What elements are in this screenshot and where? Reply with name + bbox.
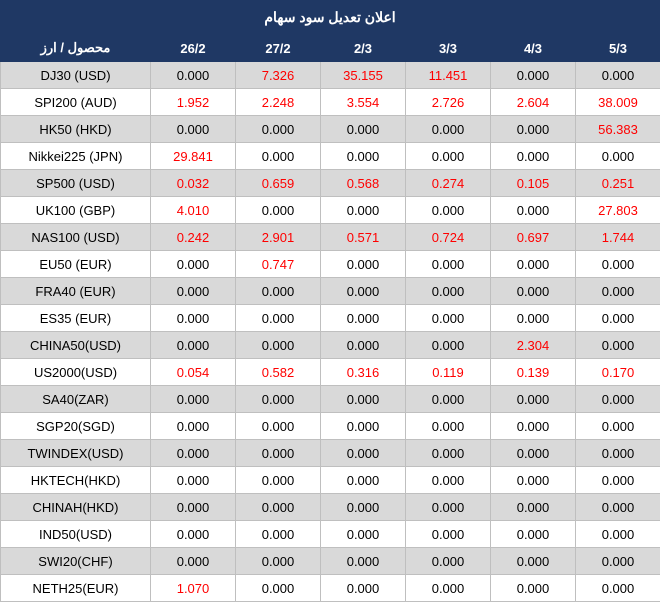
cell-value: 0.000 (236, 521, 321, 548)
row-label: SA40(ZAR) (1, 386, 151, 413)
cell-value: 0.000 (406, 413, 491, 440)
column-header-date-3: 2/3 (321, 35, 406, 62)
cell-value: 0.000 (576, 413, 660, 440)
cell-value: 0.000 (576, 62, 660, 89)
cell-value: 0.000 (321, 548, 406, 575)
cell-value: 0.105 (491, 170, 576, 197)
row-label: Nikkei225 (JPN) (1, 143, 151, 170)
cell-value: 0.316 (321, 359, 406, 386)
cell-value: 2.604 (491, 89, 576, 116)
cell-value: 0.000 (321, 467, 406, 494)
cell-value: 0.000 (491, 62, 576, 89)
cell-value: 0.000 (491, 548, 576, 575)
cell-value: 0.000 (576, 575, 660, 602)
cell-value: 0.000 (406, 278, 491, 305)
cell-value: 4.010 (151, 197, 236, 224)
cell-value: 0.000 (236, 116, 321, 143)
row-label: HK50 (HKD) (1, 116, 151, 143)
cell-value: 0.000 (236, 278, 321, 305)
table-row (1, 62, 660, 89)
row-label: SP500 (USD) (1, 170, 151, 197)
cell-value: 0.000 (491, 494, 576, 521)
row-label: ES35 (EUR) (1, 305, 151, 332)
cell-value: 0.000 (406, 251, 491, 278)
column-header-date-2: 27/2 (236, 35, 321, 62)
cell-value: 0.000 (151, 278, 236, 305)
cell-value: 0.000 (491, 116, 576, 143)
row-label: DJ30 (USD) (1, 62, 151, 89)
cell-value: 29.841 (151, 143, 236, 170)
cell-value: 0.000 (236, 494, 321, 521)
cell-value: 7.326 (236, 62, 321, 89)
cell-value: 0.000 (151, 521, 236, 548)
cell-value: 0.000 (406, 332, 491, 359)
cell-value: 0.000 (406, 143, 491, 170)
row-label: FRA40 (EUR) (1, 278, 151, 305)
cell-value: 0.251 (576, 170, 660, 197)
row-label: SWI20(CHF) (1, 548, 151, 575)
cell-value: 0.000 (321, 494, 406, 521)
table-row (1, 332, 660, 359)
cell-value: 0.000 (151, 305, 236, 332)
row-label: CHINAH(HKD) (1, 494, 151, 521)
table-row (1, 548, 660, 575)
cell-value: 0.000 (406, 440, 491, 467)
cell-value: 0.000 (321, 116, 406, 143)
cell-value: 0.000 (576, 521, 660, 548)
table-row (1, 440, 660, 467)
cell-value: 0.000 (576, 440, 660, 467)
cell-value: 0.000 (321, 386, 406, 413)
cell-value: 0.000 (236, 197, 321, 224)
row-label: UK100 (GBP) (1, 197, 151, 224)
table-row (1, 278, 660, 305)
cell-value: 0.000 (321, 305, 406, 332)
table-row (1, 224, 660, 251)
cell-value: 0.000 (151, 62, 236, 89)
cell-value: 0.000 (406, 197, 491, 224)
cell-value: 0.000 (236, 305, 321, 332)
cell-value: 0.000 (321, 332, 406, 359)
cell-value: 0.000 (406, 116, 491, 143)
cell-value: 0.000 (151, 548, 236, 575)
cell-value: 0.000 (321, 575, 406, 602)
cell-value: 0.000 (576, 494, 660, 521)
cell-value: 0.000 (491, 278, 576, 305)
row-label: IND50(USD) (1, 521, 151, 548)
cell-value: 0.000 (151, 386, 236, 413)
cell-value: 2.304 (491, 332, 576, 359)
table-row (1, 521, 660, 548)
page-title: اعلان تعديل سود سهام (0, 0, 660, 34)
cell-value: 0.000 (151, 251, 236, 278)
cell-value: 1.070 (151, 575, 236, 602)
cell-value: 0.000 (576, 332, 660, 359)
cell-value: 0.000 (491, 386, 576, 413)
cell-value: 2.726 (406, 89, 491, 116)
cell-value: 56.383 (576, 116, 660, 143)
table-row (1, 359, 660, 386)
table-body (1, 62, 660, 602)
cell-value: 0.724 (406, 224, 491, 251)
cell-value: 0.000 (321, 278, 406, 305)
cell-value: 0.000 (321, 413, 406, 440)
cell-value: 0.000 (576, 305, 660, 332)
row-label: NETH25(EUR) (1, 575, 151, 602)
cell-value: 0.000 (491, 197, 576, 224)
column-header-date-6: 5/3 (576, 35, 660, 62)
cell-value: 0.000 (236, 548, 321, 575)
column-header-product: محصول / ارز (1, 35, 151, 62)
table-row (1, 386, 660, 413)
row-label: CHINA50(USD) (1, 332, 151, 359)
column-header-date-1: 26/2 (151, 35, 236, 62)
cell-value: 0.139 (491, 359, 576, 386)
table-row (1, 89, 660, 116)
cell-value: 0.582 (236, 359, 321, 386)
cell-value: 0.054 (151, 359, 236, 386)
cell-value: 0.000 (321, 521, 406, 548)
table-row (1, 305, 660, 332)
cell-value: 0.000 (236, 386, 321, 413)
cell-value: 3.554 (321, 89, 406, 116)
cell-value: 1.744 (576, 224, 660, 251)
cell-value: 0.000 (491, 305, 576, 332)
cell-value: 0.000 (151, 332, 236, 359)
cell-value: 0.000 (236, 467, 321, 494)
row-label: EU50 (EUR) (1, 251, 151, 278)
cell-value: 0.000 (491, 467, 576, 494)
row-label: SPI200 (AUD) (1, 89, 151, 116)
header-row (1, 35, 660, 62)
cell-value: 0.000 (576, 386, 660, 413)
row-label: SGP20(SGD) (1, 413, 151, 440)
table-row (1, 197, 660, 224)
cell-value: 0.000 (236, 440, 321, 467)
cell-value: 0.568 (321, 170, 406, 197)
cell-value: 0.000 (151, 440, 236, 467)
table-row (1, 143, 660, 170)
column-header-date-5: 4/3 (491, 35, 576, 62)
table-row (1, 575, 660, 602)
cell-value: 0.000 (491, 521, 576, 548)
cell-value: 0.000 (406, 386, 491, 413)
cell-value: 0.274 (406, 170, 491, 197)
table-header (1, 35, 660, 62)
cell-value: 0.000 (236, 143, 321, 170)
cell-value: 0.000 (406, 575, 491, 602)
cell-value: 1.952 (151, 89, 236, 116)
cell-value: 0.000 (151, 494, 236, 521)
cell-value: 0.000 (406, 494, 491, 521)
dividend-table (0, 34, 660, 602)
cell-value: 0.000 (321, 440, 406, 467)
cell-value: 0.000 (576, 251, 660, 278)
table-row (1, 413, 660, 440)
cell-value: 0.000 (576, 548, 660, 575)
row-label: US2000(USD) (1, 359, 151, 386)
cell-value: 35.155 (321, 62, 406, 89)
cell-value: 2.248 (236, 89, 321, 116)
cell-value: 0.571 (321, 224, 406, 251)
table-row (1, 170, 660, 197)
cell-value: 0.000 (321, 143, 406, 170)
cell-value: 0.000 (321, 251, 406, 278)
cell-value: 0.000 (576, 143, 660, 170)
cell-value: 0.032 (151, 170, 236, 197)
cell-value: 0.000 (236, 332, 321, 359)
column-header-date-4: 3/3 (406, 35, 491, 62)
table-row (1, 116, 660, 143)
row-label: TWINDEX(USD) (1, 440, 151, 467)
cell-value: 0.000 (236, 575, 321, 602)
cell-value: 0.000 (151, 467, 236, 494)
cell-value: 27.803 (576, 197, 660, 224)
cell-value: 0.242 (151, 224, 236, 251)
row-label: HKTECH(HKD) (1, 467, 151, 494)
cell-value: 0.000 (491, 413, 576, 440)
cell-value: 0.119 (406, 359, 491, 386)
cell-value: 0.000 (576, 467, 660, 494)
cell-value: 38.009 (576, 89, 660, 116)
cell-value: 0.747 (236, 251, 321, 278)
cell-value: 0.000 (321, 197, 406, 224)
table-row (1, 467, 660, 494)
cell-value: 0.659 (236, 170, 321, 197)
cell-value: 0.000 (151, 413, 236, 440)
cell-value: 0.000 (406, 521, 491, 548)
cell-value: 0.000 (491, 143, 576, 170)
cell-value: 0.000 (151, 116, 236, 143)
cell-value: 0.000 (406, 467, 491, 494)
cell-value: 0.000 (406, 548, 491, 575)
table-row (1, 494, 660, 521)
cell-value: 11.451 (406, 62, 491, 89)
cell-value: 0.000 (491, 440, 576, 467)
cell-value: 0.000 (236, 413, 321, 440)
cell-value: 0.000 (406, 305, 491, 332)
cell-value: 0.000 (491, 575, 576, 602)
table-row (1, 251, 660, 278)
cell-value: 0.170 (576, 359, 660, 386)
cell-value: 0.000 (576, 278, 660, 305)
cell-value: 2.901 (236, 224, 321, 251)
cell-value: 0.000 (491, 251, 576, 278)
cell-value: 0.697 (491, 224, 576, 251)
row-label: NAS100 (USD) (1, 224, 151, 251)
